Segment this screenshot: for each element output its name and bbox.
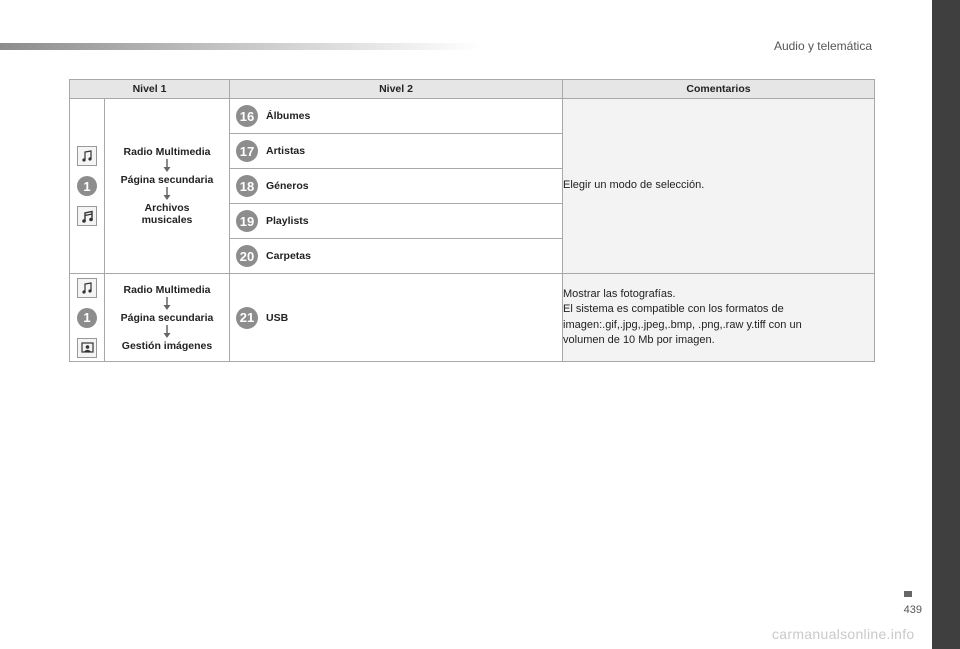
comment-text: Elegir un modo de selección. [563, 179, 705, 192]
music-note-icon [77, 278, 97, 298]
arrow-down-icon [162, 187, 172, 201]
comment-line: volumen de 10 Mb por imagen. [563, 334, 715, 346]
level1-flow [105, 99, 230, 274]
flow-step: Página secundaria [120, 174, 214, 186]
item-number-badge: 17 [236, 140, 258, 162]
image-gallery-icon [77, 338, 97, 358]
arrow-down-icon [162, 297, 172, 311]
item-number-badge: 19 [236, 210, 258, 232]
comment-cell [563, 274, 875, 362]
item-label: Playlists [266, 215, 309, 227]
header-comentarios: Comentarios [563, 80, 875, 99]
section-title: Audio y telemática [773, 39, 872, 53]
comment-cell [563, 99, 875, 274]
item-number-badge: 18 [236, 175, 258, 197]
level2-item [230, 274, 563, 362]
page-number: 439 [903, 604, 922, 616]
arrow-down-icon [162, 159, 172, 173]
level1-icons [70, 99, 105, 274]
step-badge: 1 [77, 308, 97, 328]
item-label: Artistas [266, 145, 306, 157]
music-note-icon [77, 146, 97, 166]
flow-step: Radio Multimedia [123, 283, 211, 296]
level1-flow [105, 274, 230, 362]
level2-item [230, 134, 563, 169]
header-gradient-bar [0, 43, 480, 50]
header-nivel-1: Nivel 1 [70, 80, 230, 99]
flow-step: Página secundaria [120, 311, 214, 324]
side-strip [932, 0, 960, 649]
flow-step: Archivos musicales [141, 202, 193, 226]
item-label: Géneros [266, 180, 309, 192]
level1-icons [70, 274, 105, 362]
step-badge: 1 [77, 176, 97, 196]
level2-item [230, 204, 563, 239]
level2-item [230, 99, 563, 134]
arrow-down-icon [162, 325, 172, 339]
comment-line: El sistema es compatible con los formatos de [563, 303, 784, 315]
item-number-badge: 20 [236, 245, 258, 267]
item-label: Carpetas [266, 250, 311, 262]
level2-item [230, 239, 563, 274]
flow-step: Gestión imágenes [121, 339, 213, 352]
table-row [70, 99, 875, 134]
watermark: carmanualsonline.info [772, 626, 915, 642]
header-nivel-2: Nivel 2 [230, 80, 563, 99]
settings-table [69, 79, 875, 362]
item-label: Álbumes [266, 110, 311, 122]
flow-step: Radio Multimedia [123, 146, 211, 158]
item-label: USB [266, 311, 289, 324]
item-number-badge: 21 [236, 307, 258, 329]
level2-item [230, 169, 563, 204]
music-files-icon [77, 206, 97, 226]
comment-line: imagen:.gif,.jpg,.jpeg,.bmp, .png,.raw y.tiff con un [563, 318, 802, 331]
page-marker [904, 591, 912, 597]
table-header-row [70, 80, 875, 99]
comment-line: Mostrar las fotografías. [563, 287, 676, 300]
table-row [70, 274, 875, 362]
item-number-badge: 16 [236, 105, 258, 127]
